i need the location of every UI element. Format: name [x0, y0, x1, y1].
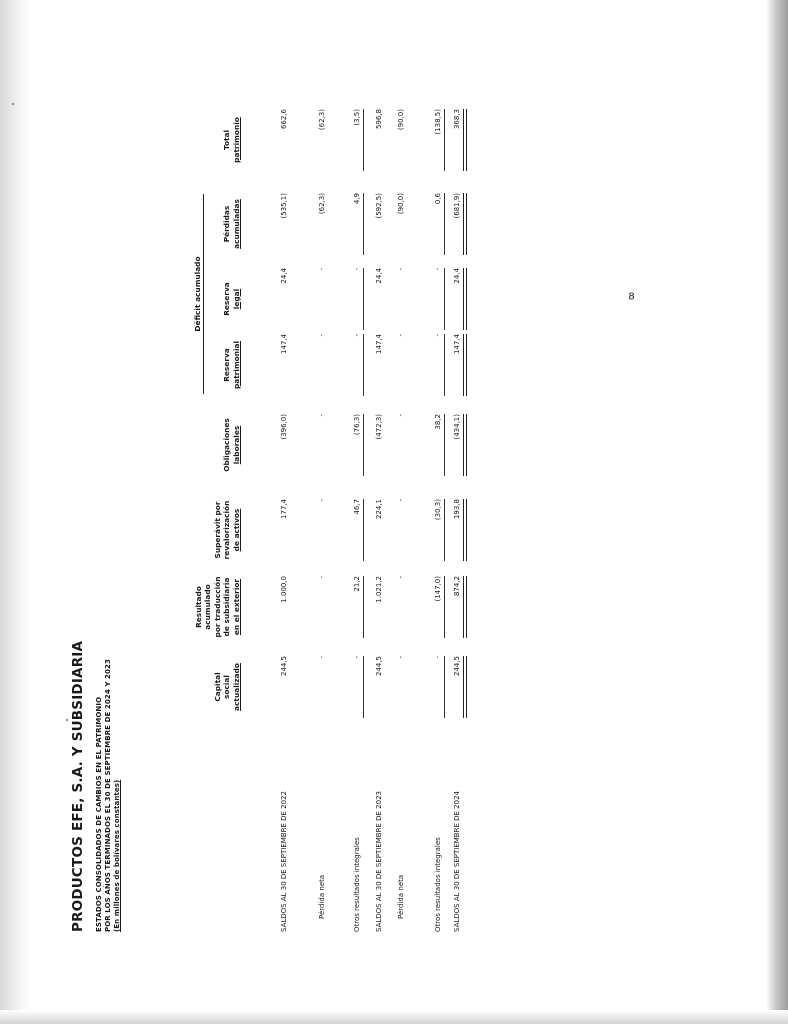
- column-header-line: de subsidiaria: [222, 577, 231, 637]
- total-double-rule: [463, 656, 467, 718]
- column-header-obligaciones-laborales: [222, 400, 241, 490]
- cell-obligaciones-laborales: (434,1): [453, 414, 461, 440]
- column-header-line: social: [222, 675, 231, 699]
- cell-superavit-revalorizacion: -: [318, 499, 326, 502]
- row-label: SALDOS AL 30 DE SEPTIEMBRE DE 2023: [375, 791, 383, 932]
- cell-capital-social: -: [434, 656, 442, 659]
- column-header-line: Reserva: [222, 282, 231, 316]
- column-header-line: en el exterior: [231, 578, 241, 636]
- column-header-line: de activos: [231, 508, 241, 552]
- cell-reserva-legal: -: [434, 268, 442, 271]
- total-double-rule: [463, 268, 467, 330]
- total-double-rule: [463, 414, 467, 476]
- column-header-line: revalorización: [222, 500, 231, 560]
- cell-total-patrimonio: 596,8: [375, 109, 383, 130]
- column-header-line: laborales: [231, 425, 241, 465]
- cell-superavit-revalorizacion: (30,3): [434, 499, 442, 521]
- column-header-total-patrimonio: [222, 95, 241, 185]
- cell-capital-social: 244,5: [280, 656, 288, 677]
- cell-obligaciones-laborales: 38,2: [434, 414, 442, 430]
- column-header-resultado-traduccion: [194, 562, 242, 652]
- scan-edge-bottom: [0, 1010, 788, 1024]
- column-header-line: patrimonio: [231, 117, 241, 163]
- cell-total-patrimonio: (62,3): [318, 109, 326, 131]
- statement-period: POR LOS AÑOS TERMINADOS EL 30 DE SEPTIEMBRE DE 2024 Y 2023: [104, 659, 112, 932]
- subtotal-rule: [444, 334, 445, 396]
- cell-obligaciones-laborales: (396,0): [280, 414, 288, 440]
- subtotal-rule: [444, 268, 445, 330]
- total-double-rule: [463, 193, 467, 255]
- cell-resultado-traduccion: -: [397, 576, 405, 579]
- cell-capital-social: -: [353, 656, 361, 659]
- subtotal-rule: [363, 268, 364, 330]
- group-header-deficit-acumulado: Déficit acumulado: [193, 256, 202, 332]
- subtotal-rule: [444, 109, 445, 171]
- statement-page: [54, 50, 734, 974]
- cell-reserva-patrimonial: 147,4: [375, 334, 383, 355]
- column-header-line: actualizado: [231, 663, 241, 711]
- cell-obligaciones-laborales: (472,3): [375, 414, 383, 440]
- column-header-line: acumulado: [203, 584, 212, 630]
- cell-total-patrimonio: (138,5): [434, 109, 442, 135]
- cell-reserva-legal: 24,4: [280, 268, 288, 284]
- cell-capital-social: -: [397, 656, 405, 659]
- cell-perdidas-acumuladas: (535,1): [280, 193, 288, 219]
- column-header-line: Obligaciones: [222, 418, 231, 472]
- cell-perdidas-acumuladas: (90,0): [397, 193, 405, 215]
- subtotal-rule: [363, 499, 364, 561]
- cell-total-patrimonio: (3,5): [353, 109, 361, 126]
- cell-perdidas-acumuladas: (592,5): [375, 193, 383, 219]
- cell-perdidas-acumuladas: 0,6: [434, 193, 442, 205]
- cell-total-patrimonio: (90,0): [397, 109, 405, 131]
- cell-superavit-revalorizacion: 224,1: [375, 499, 383, 520]
- column-header-line: Resultado: [193, 586, 203, 628]
- cell-reserva-legal: -: [318, 268, 326, 271]
- subtotal-rule: [444, 656, 445, 718]
- cell-reserva-legal: -: [397, 268, 405, 271]
- subtotal-rule: [363, 414, 364, 476]
- row-label: Otros resultados integrales: [353, 837, 361, 932]
- cell-reserva-patrimonial: 147,4: [453, 334, 461, 355]
- column-header-line: Capital: [212, 672, 222, 702]
- subtotal-rule: [444, 414, 445, 476]
- row-label: Pérdida neta: [318, 874, 326, 919]
- cell-superavit-revalorizacion: 193,8: [453, 499, 461, 520]
- column-header-line: Reserva: [222, 348, 231, 382]
- cell-perdidas-acumuladas: (681,9): [453, 193, 461, 219]
- column-header-line: Total: [222, 129, 231, 151]
- cell-total-patrimonio: 368,3: [453, 109, 461, 130]
- row-label: SALDOS AL 30 DE SEPTIEMBRE DE 2022: [280, 791, 288, 932]
- subtotal-rule: [444, 499, 445, 561]
- subtotal-rule: [363, 109, 364, 171]
- subtotal-rule: [363, 656, 364, 718]
- column-header-line: patrimonial: [231, 340, 241, 390]
- row-label: Pérdida neta: [397, 874, 405, 919]
- column-header-superavit-revalorizacion: [213, 485, 242, 575]
- total-double-rule: [463, 576, 467, 638]
- statement-units: (En millones de bolívares constantes): [113, 779, 121, 932]
- subtotal-rule: [363, 334, 364, 396]
- row-label: SALDOS AL 30 DE SEPTIEMBRE DE 2024: [453, 791, 461, 932]
- total-double-rule: [463, 499, 467, 561]
- subtotal-rule: [363, 576, 364, 638]
- column-header-line: legal: [231, 288, 241, 310]
- cell-resultado-traduccion: 1.021,2: [375, 576, 383, 603]
- cell-superavit-revalorizacion: 46,7: [353, 499, 361, 515]
- cell-resultado-traduccion: 874,2: [453, 576, 461, 597]
- cell-obligaciones-laborales: (76,3): [353, 414, 361, 436]
- cell-reserva-patrimonial: -: [318, 334, 326, 337]
- row-label: Otros resultados integrales: [434, 837, 442, 932]
- column-header-line: Superávit por: [212, 501, 222, 559]
- cell-capital-social: 244,5: [375, 656, 383, 677]
- cell-perdidas-acumuladas: 4,9: [353, 193, 361, 205]
- cell-reserva-patrimonial: 147,4: [280, 334, 288, 355]
- statement-subtitle: ESTADOS CONSOLIDADOS DE CAMBIOS EN EL PATRIMONIO: [95, 696, 103, 932]
- column-header-line: Pérdidas: [222, 205, 231, 243]
- cell-reserva-legal: -: [353, 268, 361, 271]
- company-title: PRODUCTOS EFE, S.A. Y SUBSIDIARIA: [70, 640, 86, 932]
- scan-edge-left: [0, 0, 30, 1024]
- cell-obligaciones-laborales: -: [318, 414, 326, 417]
- cell-resultado-traduccion: 21,2: [353, 576, 361, 592]
- group-header-rule: [203, 194, 204, 394]
- cell-resultado-traduccion: 1.000,0: [280, 576, 288, 603]
- cell-capital-social: 244,5: [453, 656, 461, 677]
- cell-resultado-traduccion: (147,0): [434, 576, 442, 602]
- subtotal-rule: [444, 193, 445, 255]
- cell-reserva-legal: 24,4: [375, 268, 383, 284]
- cell-reserva-patrimonial: -: [434, 334, 442, 337]
- cell-obligaciones-laborales: -: [397, 414, 405, 417]
- cell-capital-social: -: [318, 656, 326, 659]
- cell-superavit-revalorizacion: 177,4: [280, 499, 288, 520]
- column-header-perdidas-acumuladas: [222, 179, 241, 269]
- cell-total-patrimonio: 662,6: [280, 109, 288, 130]
- column-header-capital-social: [213, 642, 242, 732]
- total-double-rule: [463, 109, 467, 171]
- cell-perdidas-acumuladas: (62,3): [318, 193, 326, 215]
- page-number: 8: [628, 291, 635, 303]
- subtotal-rule: [444, 576, 445, 638]
- scan-edge-right: [766, 0, 788, 1024]
- scan-speck: [12, 103, 14, 105]
- cell-reserva-legal: 24,4: [453, 268, 461, 284]
- cell-superavit-revalorizacion: -: [397, 499, 405, 502]
- column-header-line: acumuladas: [231, 199, 241, 249]
- cell-reserva-patrimonial: -: [397, 334, 405, 337]
- cell-resultado-traduccion: -: [318, 576, 326, 579]
- column-header-line: por traducción: [212, 576, 222, 638]
- subtotal-rule: [363, 193, 364, 255]
- total-double-rule: [463, 334, 467, 396]
- cell-reserva-patrimonial: -: [353, 334, 361, 337]
